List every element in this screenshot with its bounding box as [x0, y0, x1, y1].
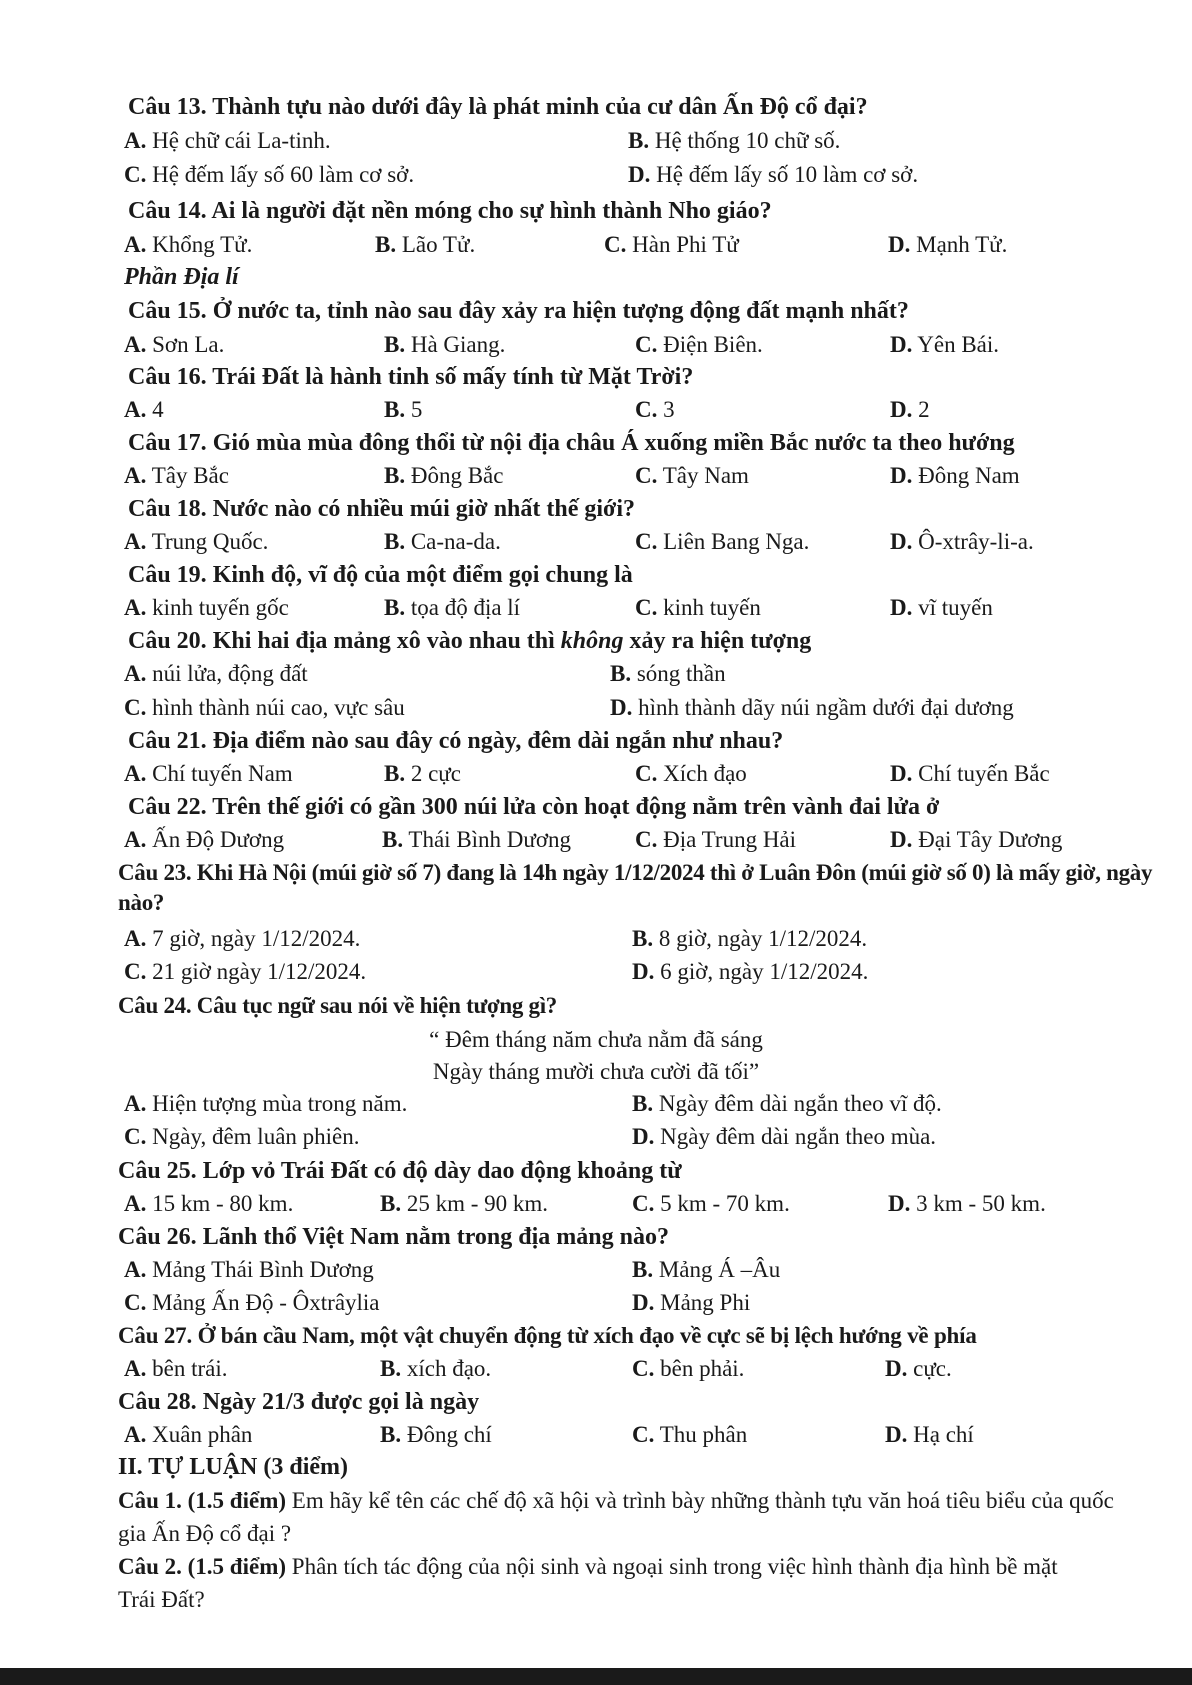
option-b: B. Đông chí: [380, 1422, 492, 1447]
question-20: Câu 20. Khi hai địa mảng xô vào nhau thì không xảy ra hiện tượng: [128, 628, 812, 654]
option-b: B. 2 cực: [384, 761, 461, 786]
option-b: B. Đông Bắc: [384, 463, 504, 488]
question-24: Câu 24. Câu tục ngữ sau nói về hiện tượng gì?: [118, 993, 558, 1018]
option-d: D. Hạ chí: [885, 1422, 974, 1447]
option-c: C. Ngày, đêm luân phiên.: [124, 1124, 360, 1149]
option-d: D. Đông Nam: [890, 463, 1020, 488]
option-a: A. Hệ chữ cái La-tinh.: [124, 128, 331, 153]
option-d: D. Đại Tây Dương: [890, 827, 1063, 852]
option-c: C. Hệ đếm lấy số 60 làm cơ sở.: [124, 162, 415, 187]
option-b: B. Hệ thống 10 chữ số.: [628, 128, 841, 153]
section-geography: Phần Địa lí: [124, 264, 239, 290]
option-b: B. 25 km - 90 km.: [380, 1191, 549, 1216]
question-28: Câu 28. Ngày 21/3 được gọi là ngày: [118, 1389, 480, 1415]
option-d: D. hình thành dãy núi ngầm dưới đại dương: [610, 695, 1014, 720]
option-d: D. Chí tuyến Bắc: [890, 761, 1050, 786]
option-b: B. sóng thần: [610, 661, 726, 686]
option-c: C. 5 km - 70 km.: [632, 1191, 790, 1216]
option-c: C. Điện Biên.: [635, 332, 763, 357]
option-c: C. Xích đạo: [635, 761, 747, 786]
option-c: C. 21 giờ ngày 1/12/2024.: [124, 959, 367, 984]
essay-heading: II. TỰ LUẬN (3 điểm): [118, 1454, 349, 1480]
option-b: B. xích đạo.: [380, 1356, 492, 1381]
option-c: C. Liên Bang Nga.: [635, 529, 810, 554]
question-27: Câu 27. Ở bán cầu Nam, một vật chuyển động từ xích đạo về cực sẽ bị lệch hướng về phía: [118, 1323, 977, 1348]
option-a: A. Chí tuyến Nam: [124, 761, 293, 786]
proverb-line-1: “ Đêm tháng năm chưa nằm đã sáng: [429, 1027, 763, 1052]
question-18: Câu 18. Nước nào có nhiều múi giờ nhất thế giới?: [128, 496, 635, 522]
option-a: A. bên trái.: [124, 1356, 228, 1381]
question-15: Câu 15. Ở nước ta, tỉnh nào sau đây xảy ra hiện tượng động đất mạnh nhất?: [128, 298, 909, 324]
option-a: A. 7 giờ, ngày 1/12/2024.: [124, 926, 361, 951]
option-d: D. vĩ tuyến: [890, 595, 993, 620]
option-c: C. bên phải.: [632, 1356, 745, 1381]
option-b: B. tọa độ địa lí: [384, 595, 521, 620]
option-d: D. 2: [890, 397, 930, 422]
option-d: D. Yên Bái.: [890, 332, 1000, 357]
option-a: A. Mảng Thái Bình Dương: [124, 1257, 374, 1282]
option-b: B. Hà Giang.: [384, 332, 506, 357]
option-b: B. Ngày đêm dài ngắn theo vĩ độ.: [632, 1091, 942, 1116]
question-label: Câu 13.: [128, 94, 207, 120]
option-b: B. 5: [384, 397, 423, 422]
option-d: D. Mảng Phi: [632, 1290, 751, 1315]
question-23: Câu 23. Khi Hà Nội (múi giờ số 7) đang là 14h ngày 1/12/2024 thì ở Luân Đôn (múi giờ số 0) là mấy giờ, ngày nào?: [118, 860, 1153, 915]
question-16: Câu 16. Trái Đất là hành tinh số mấy tính từ Mặt Trời?: [128, 364, 694, 390]
question-14: Câu 14. Ai là người đặt nền móng cho sự hình thành Nho giáo?: [128, 198, 772, 224]
option-a: A. Khổng Tử.: [124, 232, 253, 257]
option-a: A. kinh tuyến gốc: [124, 595, 289, 620]
question-25: Câu 25. Lớp vỏ Trái Đất có độ dày dao động khoảng từ: [118, 1158, 682, 1184]
question-21: Câu 21. Địa điểm nào sau đây có ngày, đêm dài ngắn như nhau?: [128, 728, 784, 754]
option-a: A. núi lửa, động đất: [124, 661, 308, 686]
option-a: A. Sơn La.: [124, 332, 225, 357]
option-c: C. Tây Nam: [635, 463, 749, 488]
option-b: B. Thái Bình Dương: [382, 827, 572, 852]
question-text: Thành tựu nào dưới đây là phát minh của cư dân Ấn Độ cổ đại?: [206, 94, 868, 120]
option-b: B. Lão Tử.: [375, 232, 476, 257]
option-d: D. Mạnh Tử.: [888, 232, 1008, 257]
option-d: D. Hệ đếm lấy số 10 làm cơ sở.: [628, 162, 919, 187]
option-a: A. Hiện tượng mùa trong năm.: [124, 1091, 408, 1116]
proverb-line-2: Ngày tháng mười chưa cười đã tối”: [432, 1059, 760, 1084]
option-a: A. 4: [124, 397, 164, 422]
question-26: Câu 26. Lãnh thổ Việt Nam nằm trong địa mảng nào?: [118, 1224, 669, 1250]
option-b: B. Ca-na-da.: [384, 529, 501, 554]
question-19: Câu 19. Kinh độ, vĩ độ của một điểm gọi chung là: [128, 562, 633, 588]
essay-question-1: Câu 1. (1.5 điểm) Em hãy kể tên các chế độ xã hội và trình bày những thành tựu văn hoá tiêu biểu của quốc gia Ấn Độ cổ đại ?: [118, 1488, 1114, 1546]
question-13: [128, 92, 868, 122]
option-c: C. Hàn Phi Tử: [604, 232, 739, 257]
scan-border: [0, 1668, 1192, 1685]
question-17: Câu 17. Gió mùa mùa đông thổi từ nội địa châu Á xuống miền Bắc nước ta theo hướng: [128, 430, 1015, 456]
option-d: D. 6 giờ, ngày 1/12/2024.: [632, 959, 869, 984]
option-d: D. 3 km - 50 km.: [888, 1191, 1046, 1216]
option-c: C. Mảng Ấn Độ - Ôxtrâylia: [124, 1290, 380, 1315]
option-a: A. 15 km - 80 km.: [124, 1191, 294, 1216]
option-a: A. Xuân phân: [124, 1422, 253, 1447]
essay-question-2: Câu 2. (1.5 điểm) Phân tích tác động của nội sinh và ngoại sinh trong việc hình thành địa hình bề mặt Trái Đất?: [118, 1554, 1058, 1612]
option-c: C. kinh tuyến: [635, 595, 761, 620]
option-d: D. Ngày đêm dài ngắn theo mùa.: [632, 1124, 937, 1149]
option-c: C. hình thành núi cao, vực sâu: [124, 695, 405, 720]
option-c: C. Địa Trung Hải: [635, 827, 797, 852]
option-a: A. Ấn Độ Dương: [124, 827, 285, 852]
option-b: B. 8 giờ, ngày 1/12/2024.: [632, 926, 868, 951]
option-a: A. Trung Quốc.: [124, 529, 269, 554]
option-c: C. 3: [635, 397, 675, 422]
option-d: D. Ô-xtrây-li-a.: [890, 529, 1034, 554]
option-d: D. cực.: [885, 1356, 952, 1381]
question-22: Câu 22. Trên thế giới có gần 300 núi lửa còn hoạt động nằm trên vành đai lửa ở: [128, 794, 940, 820]
option-c: C. Thu phân: [632, 1422, 748, 1447]
option-a: A. Tây Bắc: [124, 463, 229, 488]
option-b: B. Mảng Á –Âu: [632, 1257, 781, 1282]
